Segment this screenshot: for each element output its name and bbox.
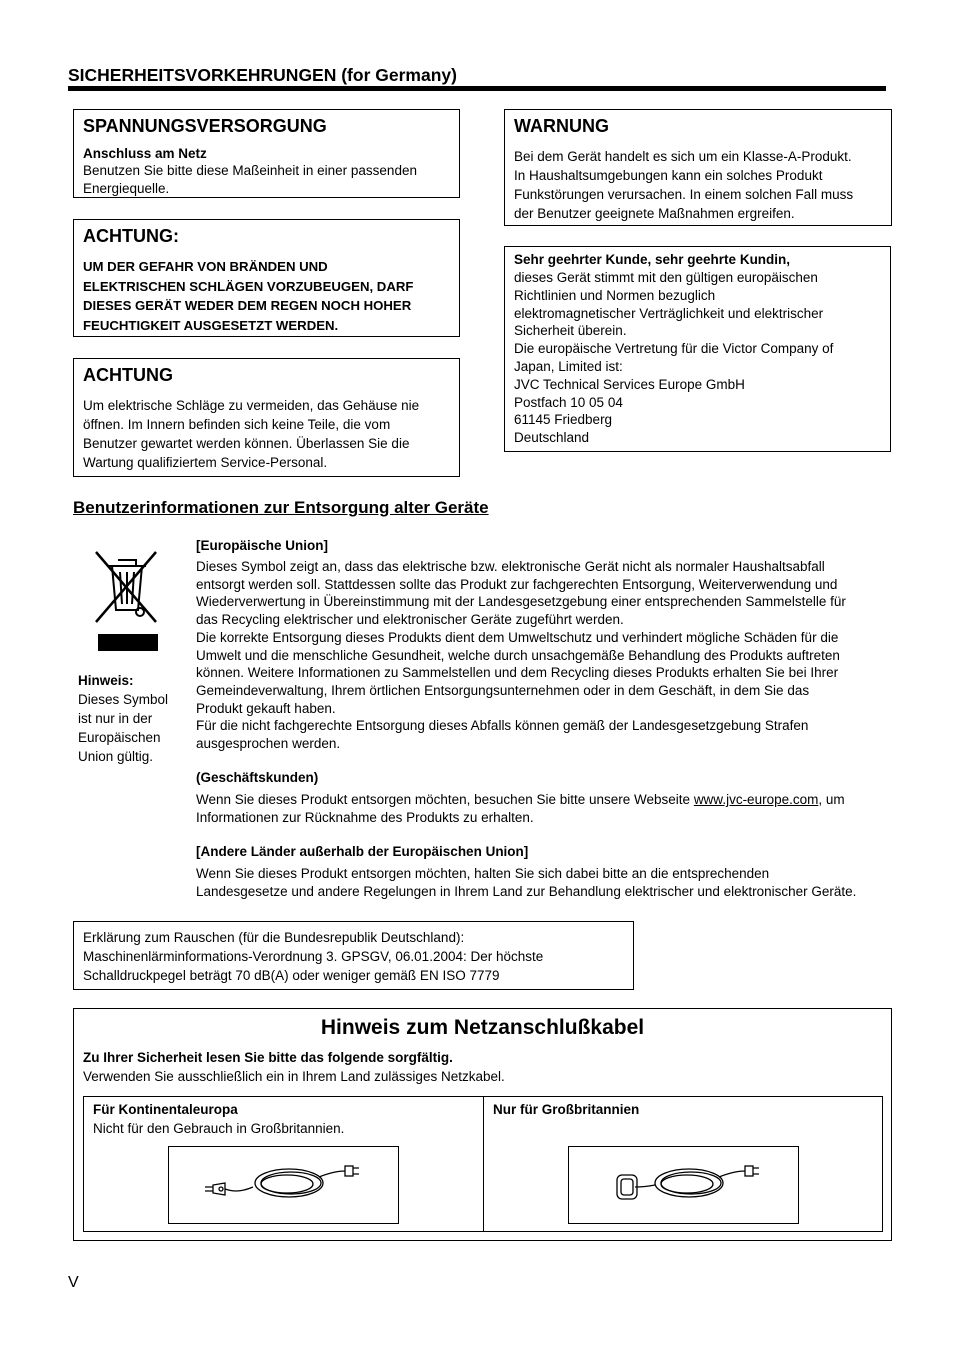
- warning-text: Bei dem Gerät handelt es sich um ein Klasse-A-Produkt. In Haushaltsumgebungen kann ein solches Produkt Funkstörungen verursachen. In einem solchen Fall muss der Benutzer geeignete Maßnahmen ergreifen.: [514, 149, 854, 221]
- disposal-eu-text: Dieses Symbol zeigt an, dass das elektrische bzw. elektronische Gerät nicht als normaler Haushaltsabfall entsorgt werden soll. Stattdessen sollte das Produkt zur fachgerechten Entsorgung, Weiterverwendung und Wiederverwertung in Übereinstimmung mit der Landesgesetzgebung einer entsprechenden Sammelstelle für das Recycling elektrischer und elektronischer Geräte zugeführt werden. Die korrekte Entsorgung dieses Produkts dient dem Umweltschutz und verhindert mögliche Schäden für die Umwelt und die menschliche Gesundheit, welche durch unsachgemäße Behandlung des Produkts auftreten können. Weitere Informationen zu Sammelstellen und dem Recycling dieses Produkts erhalten Sie bei Ihrer Gemeindeverwaltung, Ihrem örtlichen Entsorgungsunternehmen oder in dem Geschäft, in dem Sie das Produkt gekauft haben. Für die nicht fachgerechte Entsorgung dieses Abfalls können gemäß der Landesgesetzgebung Strafen ausgesprochen werden.: [196, 559, 846, 752]
- caution-shock-text: Um elektrische Schläge zu vermeiden, das Gehäuse nie öffnen. Im Innern befinden sich keine Teile, die vom Benutzer gewartet werden können. Überlassen Sie die Wartung qualifiziertem Service-Personal.: [83, 398, 420, 470]
- caution-fire-box: [73, 219, 460, 337]
- caution-shock-title: ACHTUNG: [83, 365, 173, 385]
- uk-power-cord-icon: [569, 1147, 798, 1223]
- cable-eu-text: Nicht für den Gebrauch in Großbritannien.: [93, 1121, 345, 1136]
- warning-box: [504, 109, 892, 226]
- jvc-europe-link[interactable]: www.jvc-europe.com: [693, 792, 819, 807]
- warning-title: WARNUNG: [514, 116, 609, 136]
- cable-box: [73, 1008, 892, 1241]
- cable-eu-label: Für Kontinentaleuropa: [93, 1102, 238, 1117]
- disposal-note-title: Hinweis:: [78, 673, 134, 688]
- disposal-business-title: (Geschäftskunden): [196, 770, 319, 785]
- power-supply-text: Benutzen Sie bitte diese Maßeinheit in einer passenden Energiequelle.: [83, 163, 417, 196]
- disposal-business-text-2: , um: [818, 792, 845, 807]
- customer-greeting: Sehr geehrter Kunde, sehr geehrte Kundin,: [514, 252, 791, 267]
- caution-shock-box: [73, 358, 460, 477]
- cable-uk-label: Nur für Großbritannien: [493, 1102, 640, 1117]
- disposal-heading: Benutzerinformationen zur Entsorgung alter Geräte: [73, 498, 489, 517]
- customer-box: [504, 246, 891, 452]
- eu-power-cord-icon: [169, 1147, 398, 1223]
- disposal-business-text-3: Informationen zur Rücknahme des Produkts zu erhalten.: [196, 809, 534, 825]
- uk-power-cord-frame: [568, 1146, 799, 1224]
- power-supply-box: [73, 109, 460, 198]
- disposal-note-text: Dieses Symbol ist nur in der Europäischen Union gültig.: [78, 692, 169, 764]
- cable-table: [83, 1096, 883, 1232]
- eu-power-cord-frame: [168, 1146, 399, 1224]
- caution-fire-title: ACHTUNG:: [83, 226, 179, 246]
- noise-box: [73, 921, 634, 990]
- disposal-eu-title: [Europäische Union]: [196, 538, 329, 553]
- power-supply-subtitle: Anschluss am Netz: [83, 146, 207, 161]
- power-supply-title: SPANNUNGSVERSORGUNG: [83, 116, 327, 136]
- page-number: V: [68, 1274, 79, 1291]
- cable-table-divider: [483, 1097, 484, 1231]
- cable-intro-text: Verwenden Sie ausschließlich ein in Ihrem Land zulässiges Netzkabel.: [83, 1069, 505, 1084]
- crossed-out-wheelie-bin-icon: [92, 546, 162, 654]
- noise-text: Erklärung zum Rauschen (für die Bundesrepublik Deutschland): Maschinenlärminformations-Verordnung 3. GPSGV, 06.01.2004: Der höchste Schalldruckpegel beträgt 70 dB(A) oder weniger gemäß EN ISO 7779: [83, 930, 544, 983]
- disposal-business-text: [196, 791, 896, 826]
- customer-text: dieses Gerät stimmt mit den gültigen europäischen Richtlinien und Normen bezuglich elektromagnetischer Verträglichkeit und elektrischer Sicherheit überein. Die europäische Vertretung für die Victor Company of Japan, Limited ist: JVC Technical Services Europe GmbH Postfach 10 05 04 61145 Friedberg Deutschland: [514, 270, 834, 446]
- disposal-business-text-1: Wenn Sie dieses Produkt entsorgen möchten, besuchen Sie bitte unsere Webseite: [196, 792, 694, 807]
- cable-intro-bold: Zu Ihrer Sicherheit lesen Sie bitte das folgende sorgfältig.: [83, 1050, 453, 1065]
- cable-title: Hinweis zum Netzanschlußkabel: [320, 1016, 645, 1039]
- disposal-other-text: Wenn Sie dieses Produkt entsorgen möchten, halten Sie sich dabei bitte an die entsprechenden Landesgesetze und andere Regelungen in Ihrem Land zur Behandlung elektrischer und elektronischer Geräte.: [196, 866, 857, 899]
- caution-fire-text: UM DER GEFAHR VON BRÄNDEN UND ELEKTRISCHEN SCHLÄGEN VORZUBEUGEN, DARF DIESES GERÄT WEDER DEM REGEN NOCH HOHER FEUCHTIGKEIT AUSGESETZT WERDEN.: [83, 259, 414, 333]
- disposal-other-title: [Andere Länder außerhalb der Europäischen Union]: [196, 844, 529, 859]
- header-rule: [68, 86, 886, 91]
- page-title: SICHERHEITSVORKEHRUNGEN (for Germany): [68, 65, 457, 85]
